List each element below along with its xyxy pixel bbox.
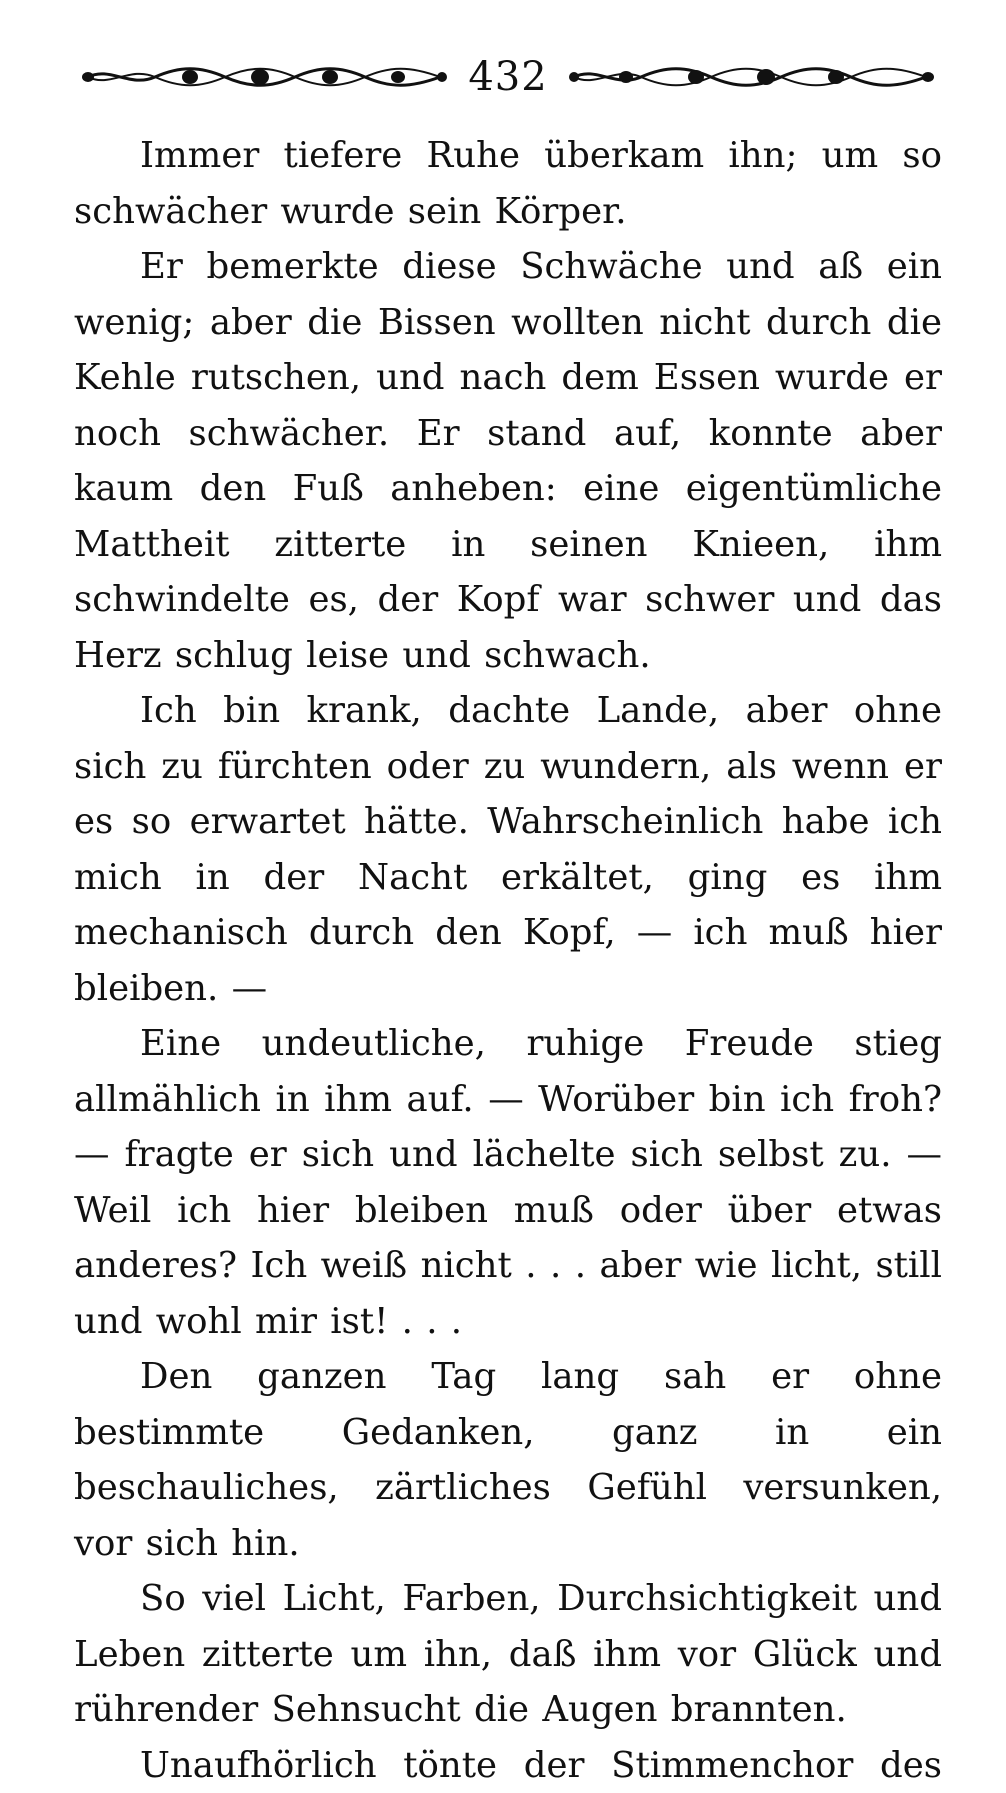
paragraph: Ich bin krank, dachte Lande, aber ohne sich zu fürchten oder zu wundern, als wenn er es so erwartet hätte. Wahrscheinlich habe ich mich in der Nacht erkältet, ging es ihm mechanisch durch den Kopf, — ich muß hier bleiben. — xyxy=(74,683,942,1016)
paragraph: Er bemerkte diese Schwäche und aß ein wenig; aber die Bissen wollten nicht durch die Kehle rutschen, und nach dem Essen wurde er noch schwächer. Er stand auf, konnte aber kaum den Fuß anheben: eine eigentümliche Mattheit zitterte in seinen Knieen, ihm schwindelte es, der Kopf war schwer und das Herz schlug leise und schwach. xyxy=(74,239,942,683)
decorative-vine-ornament-right xyxy=(566,64,936,90)
decorative-vine-ornament-left xyxy=(80,64,450,90)
paragraph: Immer tiefere Ruhe überkam ihn; um so schwächer wurde sein Körper. xyxy=(74,128,942,239)
paragraph-continued: Unaufhörlich tönte der Stimmenchor des xyxy=(74,1738,942,1793)
paragraph: So viel Licht, Farben, Durchsichtigkeit und Leben zitterte um ihn, daß ihm vor Glück und rührender Sehnsucht die Augen brannten. xyxy=(74,1571,942,1738)
page-header xyxy=(80,52,936,102)
paragraph: Den ganzen Tag lang sah er ohne bestimmte Gedanken, ganz in ein beschauliches, zärtliches Gefühl versunken, vor sich hin. xyxy=(74,1349,942,1571)
paragraph: Eine undeutliche, ruhige Freude stieg allmählich in ihm auf. — Worüber bin ich froh? — fragte er sich und lächelte sich selbst zu. — Weil ich hier bleiben muß oder über etwas anderes? Ich weiß nicht . . . aber wie licht, still und wohl mir ist! . . . xyxy=(74,1016,942,1349)
page-number: 432 xyxy=(458,54,558,100)
body-text xyxy=(74,128,942,1793)
